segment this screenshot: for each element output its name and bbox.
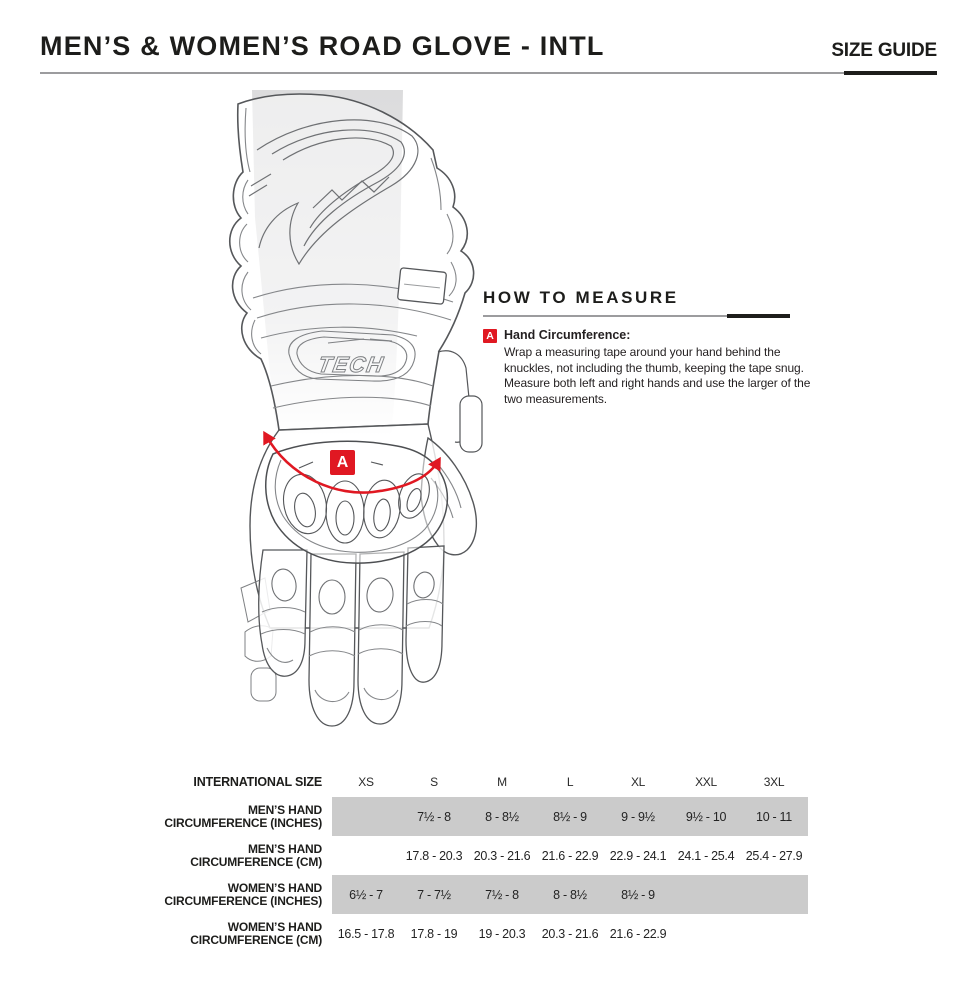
glove-illustration [215, 88, 495, 748]
size-cell: 22.9 - 24.1 [609, 848, 667, 863]
size-cell [332, 836, 400, 875]
column-header-s: S [430, 774, 438, 789]
size-cell [740, 875, 808, 914]
measure-item-title: Hand Circumference: [504, 328, 631, 342]
size-cell: 9 - 9½ [604, 797, 672, 836]
size-cell: 7 - 7½ [400, 875, 468, 914]
size-cell: 17.8 - 19 [410, 926, 458, 941]
table-header-row [40, 766, 808, 797]
size-cell: 24.1 - 25.4 [677, 848, 735, 863]
size-cell: 20.3 - 21.6 [541, 926, 599, 941]
column-header-xs: XS [358, 774, 374, 789]
row-label: WOMEN’S HAND CIRCUMFERENCE (CM) [190, 919, 322, 947]
table-row-mens-cm [40, 836, 808, 875]
size-guide-label: SIZE GUIDE [831, 40, 937, 61]
size-cell: 21.6 - 22.9 [541, 848, 599, 863]
size-cell: 7½ - 8 [468, 875, 536, 914]
size-cell: 21.6 - 22.9 [609, 926, 667, 941]
measure-marker-badge: A [330, 450, 355, 475]
tech-label: TECH [316, 352, 387, 377]
size-cell: 8 - 8½ [468, 797, 536, 836]
finger-index [406, 546, 444, 682]
size-cell [740, 914, 808, 953]
row-label: WOMEN’S HAND CIRCUMFERENCE (INCHES) [164, 880, 322, 908]
size-cell: 16.5 - 17.8 [337, 926, 395, 941]
measure-item-body: Wrap a measuring tape around your hand behind the knuckles, not including the thumb, keeping the tape snug. Measure both left and right hands and use the larger of the two measurements. [504, 345, 811, 406]
table-header-label: INTERNATIONAL SIZE [193, 774, 322, 789]
how-to-measure-heading: HOW TO MEASURE [483, 288, 679, 307]
size-cell [672, 914, 740, 953]
column-header-m: M [497, 774, 507, 789]
size-cell: 19 - 20.3 [478, 926, 526, 941]
size-cell: 25.4 - 27.9 [745, 848, 803, 863]
header-rule [40, 72, 937, 74]
size-cell [332, 797, 400, 836]
wrist-strap [397, 268, 446, 305]
how-to-measure-rule-accent [727, 314, 790, 318]
size-cell: 8½ - 9 [536, 797, 604, 836]
column-header-xl: XL [630, 774, 646, 789]
table-row-womens-inches [40, 875, 808, 914]
column-header-xxl: XXL [695, 774, 717, 789]
table-row-womens-cm [40, 914, 808, 953]
measure-marker-icon: A [483, 329, 497, 343]
size-cell [672, 875, 740, 914]
column-header-l: L [566, 774, 574, 789]
size-cell: 8 - 8½ [536, 875, 604, 914]
side-protector [438, 351, 482, 452]
size-cell: 7½ - 8 [400, 797, 468, 836]
size-cell: 6½ - 7 [332, 875, 400, 914]
size-cell: 8½ - 9 [604, 875, 672, 914]
header-rule-accent [844, 71, 937, 75]
page-title: MEN’S & WOMEN’S ROAD GLOVE - INTL [40, 31, 605, 61]
size-table [40, 766, 808, 953]
size-cell: 9½ - 10 [672, 797, 740, 836]
size-cell: 17.8 - 20.3 [405, 848, 463, 863]
fingers [259, 546, 444, 726]
size-cell: 10 - 11 [740, 797, 808, 836]
row-label: MEN’S HAND CIRCUMFERENCE (INCHES) [164, 802, 322, 830]
column-header-3xl: 3XL [763, 774, 785, 789]
table-row-mens-inches [40, 797, 808, 836]
row-label: MEN’S HAND CIRCUMFERENCE (CM) [190, 841, 322, 869]
size-cell: 20.3 - 21.6 [473, 848, 531, 863]
